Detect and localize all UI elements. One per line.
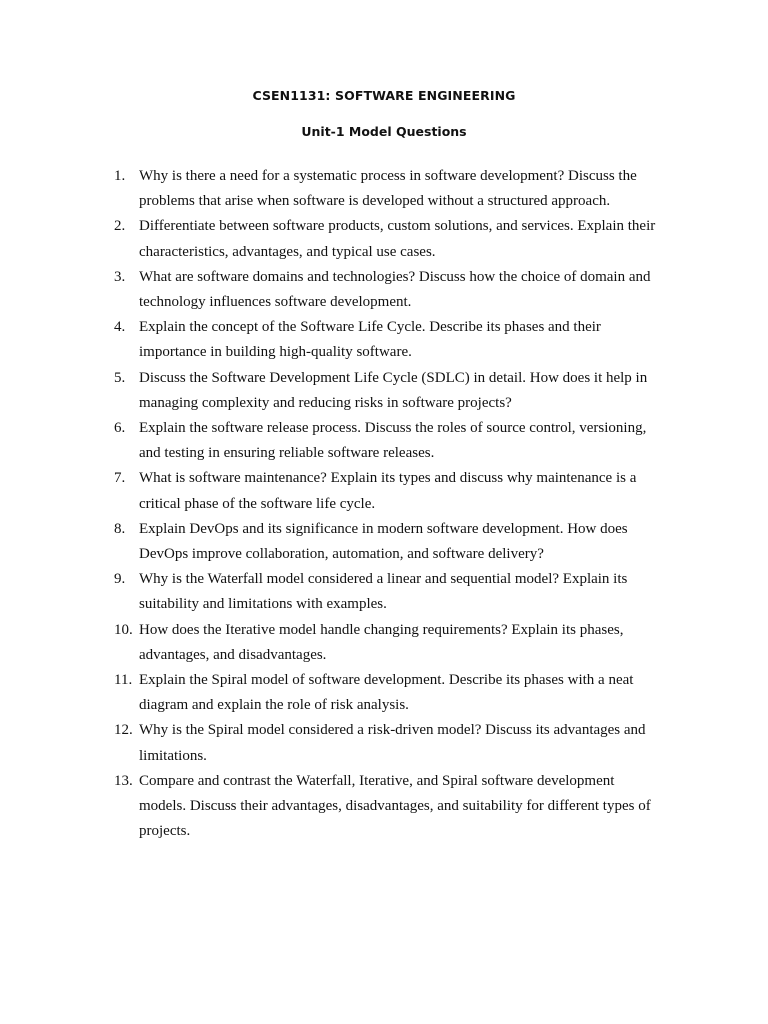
question-line: Explain the concept of the Software Life Cycle. Describe its phases and their [139,319,601,336]
question-text [139,718,674,768]
question-text [139,366,674,416]
unit-title: Unit-1 Model Questions [301,124,467,139]
question-line: critical phase of the software life cycle. [139,495,376,512]
question-line: What are software domains and technologies? Discuss how the choice of domain and [139,268,651,285]
question-number: 10. [114,621,133,638]
question-item [114,466,674,516]
question-line: limitations. [139,747,207,764]
question-text [139,567,674,617]
question-line: models. Discuss their advantages, disadvantages, and suitability for different types of [139,798,651,815]
question-item [114,214,674,264]
question-text [139,214,674,264]
question-line: managing complexity and reducing risks in software projects? [139,394,512,411]
question-line: characteristics, advantages, and typical use cases. [139,243,436,260]
question-line: Why is the Spiral model considered a risk-driven model? Discuss its advantages and [139,722,646,739]
question-number: 6. [114,420,126,437]
question-line: Explain the Spiral model of software development. Describe its phases with a neat [139,672,634,689]
question-list [114,164,674,844]
question-line: What is software maintenance? Explain its types and discuss why maintenance is a [139,470,637,487]
question-line: Explain DevOps and its significance in modern software development. How does [139,520,628,537]
question-text [139,517,674,567]
question-line: Compare and contrast the Waterfall, Iterative, and Spiral software development [139,772,615,789]
question-line: Explain the software release process. Discuss the roles of source control, versioning, [139,420,647,437]
question-item [114,164,674,214]
question-number: 1. [114,168,126,184]
question-text [139,164,674,214]
question-number: 5. [114,369,126,386]
question-line: problems that arise when software is developed without a structured approach. [139,193,611,210]
question-line: Why is there a need for a systematic process in software development? Discuss the [139,168,637,184]
question-number: 12. [114,722,133,739]
question-item [114,769,674,845]
question-line: advantages, and disadvantages. [139,646,327,663]
question-text [139,618,674,668]
question-text [139,315,674,365]
question-text [139,416,674,466]
question-line: DevOps improve collaboration, automation, and software delivery? [139,546,544,563]
question-text [139,265,674,315]
question-line: and testing in ensuring reliable software releases. [139,445,435,462]
course-title: CSEN1131: SOFTWARE ENGINEERING [252,88,516,103]
question-text [139,668,674,718]
question-item [114,315,674,365]
question-line: technology influences software development. [139,294,412,311]
question-number: 7. [114,470,126,487]
question-number: 11. [114,672,133,689]
question-text [139,769,674,845]
question-line: Differentiate between software products, custom solutions, and services. Explain their [139,218,656,235]
question-item [114,416,674,466]
question-item [114,618,674,668]
question-number: 4. [114,319,126,336]
question-item [114,567,674,617]
question-line: Why is the Waterfall model considered a linear and sequential model? Explain its [139,571,628,588]
question-number: 9. [114,571,126,588]
question-line: How does the Iterative model handle changing requirements? Explain its phases, [139,621,624,638]
question-number: 2. [114,218,126,235]
question-line: Discuss the Software Development Life Cycle (SDLC) in detail. How does it help in [139,369,648,386]
question-number: 3. [114,268,126,285]
question-line: projects. [139,823,191,840]
question-line: suitability and limitations with examples. [139,596,387,613]
question-item [114,366,674,416]
question-line: importance in building high-quality software. [139,344,412,361]
question-line: diagram and explain the role of risk analysis. [139,697,409,714]
question-item [114,718,674,768]
question-number: 13. [114,772,133,789]
question-item [114,265,674,315]
question-item [114,517,674,567]
question-item [114,668,674,718]
question-number: 8. [114,520,126,537]
question-text [139,466,674,516]
